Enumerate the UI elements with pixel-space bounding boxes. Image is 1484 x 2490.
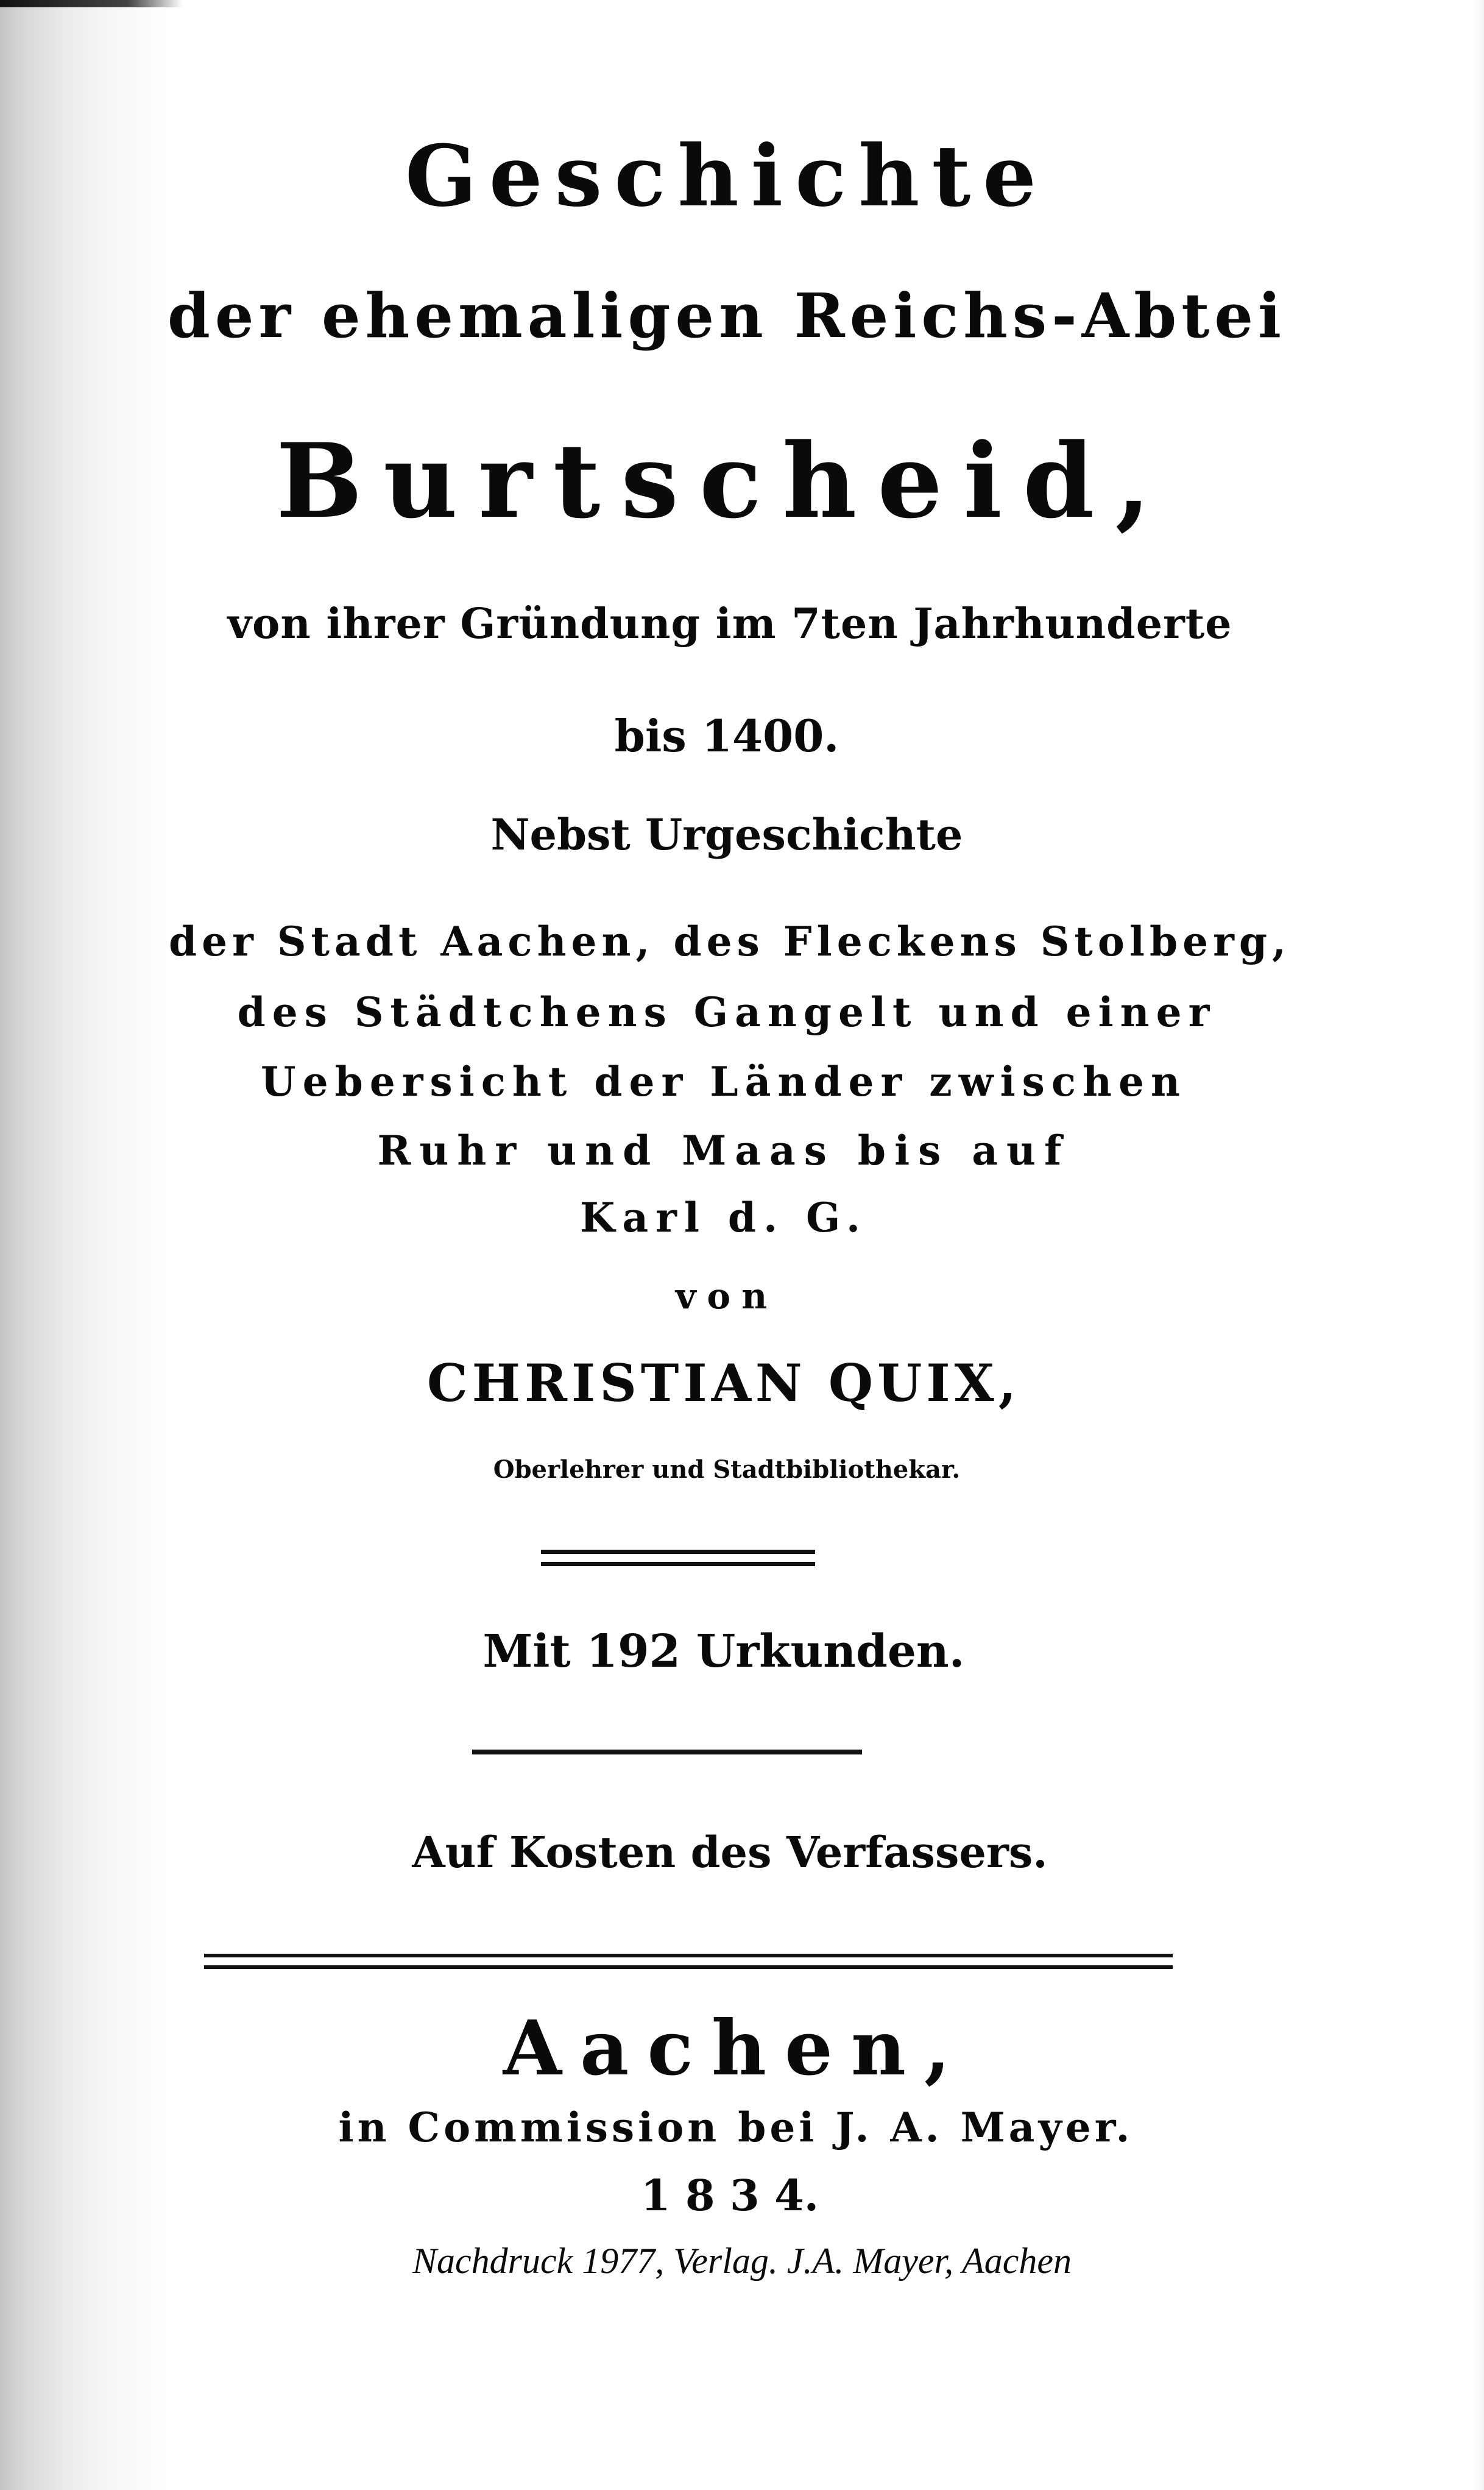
- main-heading: Geschichte: [405, 126, 1049, 225]
- rule-long-bottom: [204, 1965, 1173, 1969]
- double-rule-top: [541, 1550, 815, 1554]
- rule-long-top: [204, 1954, 1173, 1957]
- double-rule-bottom: [541, 1562, 815, 1566]
- rule-middle: [472, 1750, 862, 1754]
- until-line: bis 1400.: [614, 710, 839, 762]
- supplement-line: Ruhr und Maas bis auf: [377, 1127, 1070, 1174]
- subheading: der ehemaligen Reichs-Abtei: [167, 280, 1287, 352]
- supplement-line: der Stadt Aachen, des Fleckens Stolberg,: [169, 918, 1291, 965]
- place-name: Burtscheid,: [276, 420, 1171, 541]
- author-name: CHRISTIAN QUIX,: [426, 1353, 1021, 1413]
- publisher-note: Auf Kosten des Verfassers.: [412, 1827, 1048, 1878]
- supplement-line: Karl d. G.: [579, 1194, 868, 1241]
- author-title: Oberlehrer und Stadtbibliothekar.: [493, 1455, 961, 1484]
- scan-edge: [0, 0, 183, 7]
- period-line: von ihrer Gründung im 7ten Jahrhunderte: [227, 600, 1232, 648]
- supplement-line: Uebersicht der Länder zwischen: [261, 1058, 1187, 1105]
- publication-city: Aachen,: [503, 2004, 969, 2093]
- supplement-line: des Städtchens Gangelt und einer: [237, 988, 1217, 1036]
- documents-line: Mit 192 Urkunden.: [482, 1625, 965, 1678]
- reprint-line: Nachdruck 1977, Verlag. J.A. Mayer, Aachen: [412, 2241, 1072, 2281]
- supplement-intro: Nebst Urgeschichte: [490, 809, 963, 860]
- by-line: von: [675, 1275, 779, 1317]
- commission-line: in Commission bei J. A. Mayer.: [338, 2104, 1134, 2151]
- publication-year: 1 8 3 4.: [640, 2170, 819, 2221]
